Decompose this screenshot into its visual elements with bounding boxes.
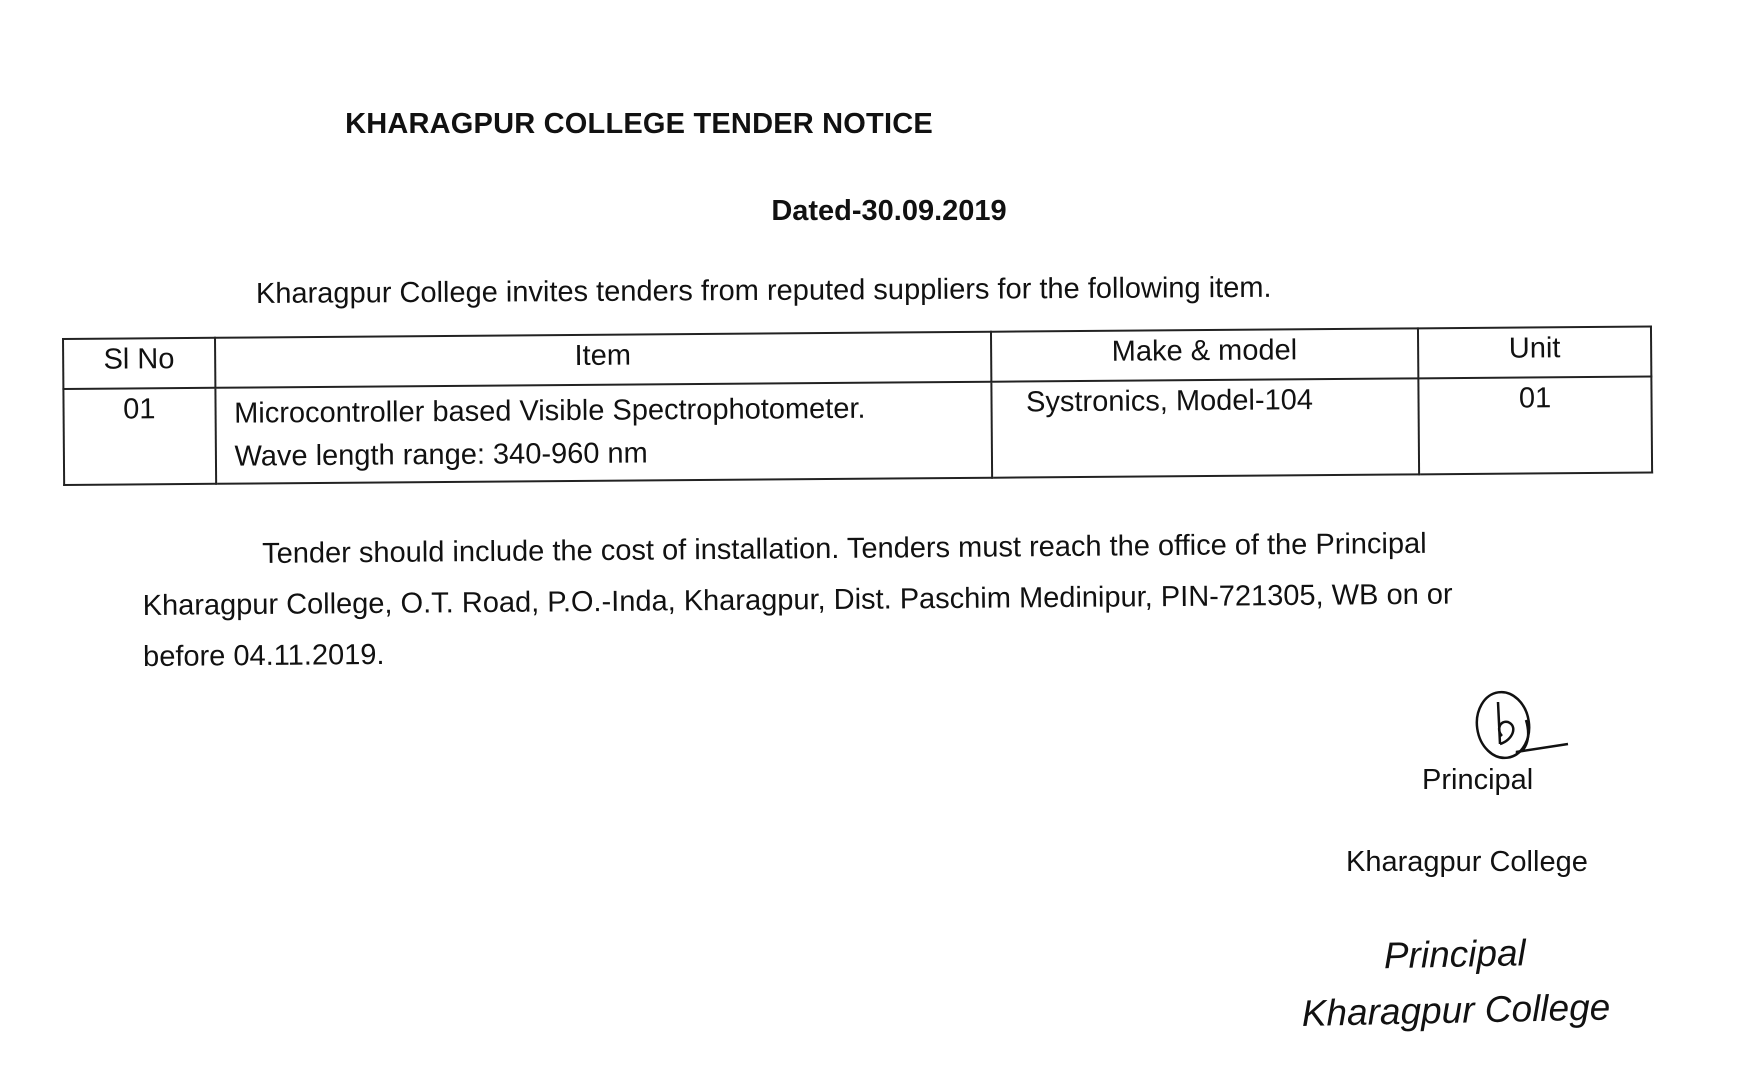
- notice-date: Dated-30.09.2019: [771, 195, 1007, 227]
- table-row: [63, 377, 1652, 485]
- stamp-line-1: Principal: [1383, 932, 1527, 977]
- header-make-model: Make & model: [991, 328, 1419, 381]
- tender-instructions: [142, 517, 1643, 683]
- cell-item: [215, 382, 992, 484]
- instructions-line-3: before 04.11.2019.: [142, 638, 385, 673]
- header-unit: Unit: [1418, 327, 1651, 379]
- signatory-institution: Kharagpur College: [1346, 846, 1588, 878]
- item-wavelength-range: Wave length range: 340-960 nm: [234, 437, 648, 473]
- stamp-line-2: Kharagpur College: [1301, 986, 1611, 1034]
- notice-title: KHARAGPUR COLLEGE TENDER NOTICE: [345, 108, 933, 140]
- item-description: Microcontroller based Visible Spectrophotometer.: [234, 392, 866, 430]
- cell-sl-no: 01: [63, 388, 215, 485]
- tender-table: [62, 326, 1653, 486]
- intro-text: Kharagpur College invites tenders from reputed suppliers for the following item.: [255, 271, 1272, 310]
- cell-make-model: Systronics, Model-104: [991, 378, 1419, 477]
- signatory-title: Principal: [1422, 764, 1534, 796]
- instructions-line-1: Tender should include the cost of installation. Tenders must reach the office of the Principal: [262, 527, 1427, 570]
- signature-image: [1458, 680, 1578, 770]
- instructions-line-2: Kharagpur College, O.T. Road, P.O.-Inda, Kharagpur, Dist. Paschim Medinipur, PIN-721305, WB on or: [142, 578, 1453, 622]
- cell-unit: 01: [1418, 377, 1652, 475]
- header-sl-no: Sl No: [63, 338, 215, 389]
- header-item: Item: [215, 332, 991, 388]
- official-stamp: [1300, 924, 1611, 1042]
